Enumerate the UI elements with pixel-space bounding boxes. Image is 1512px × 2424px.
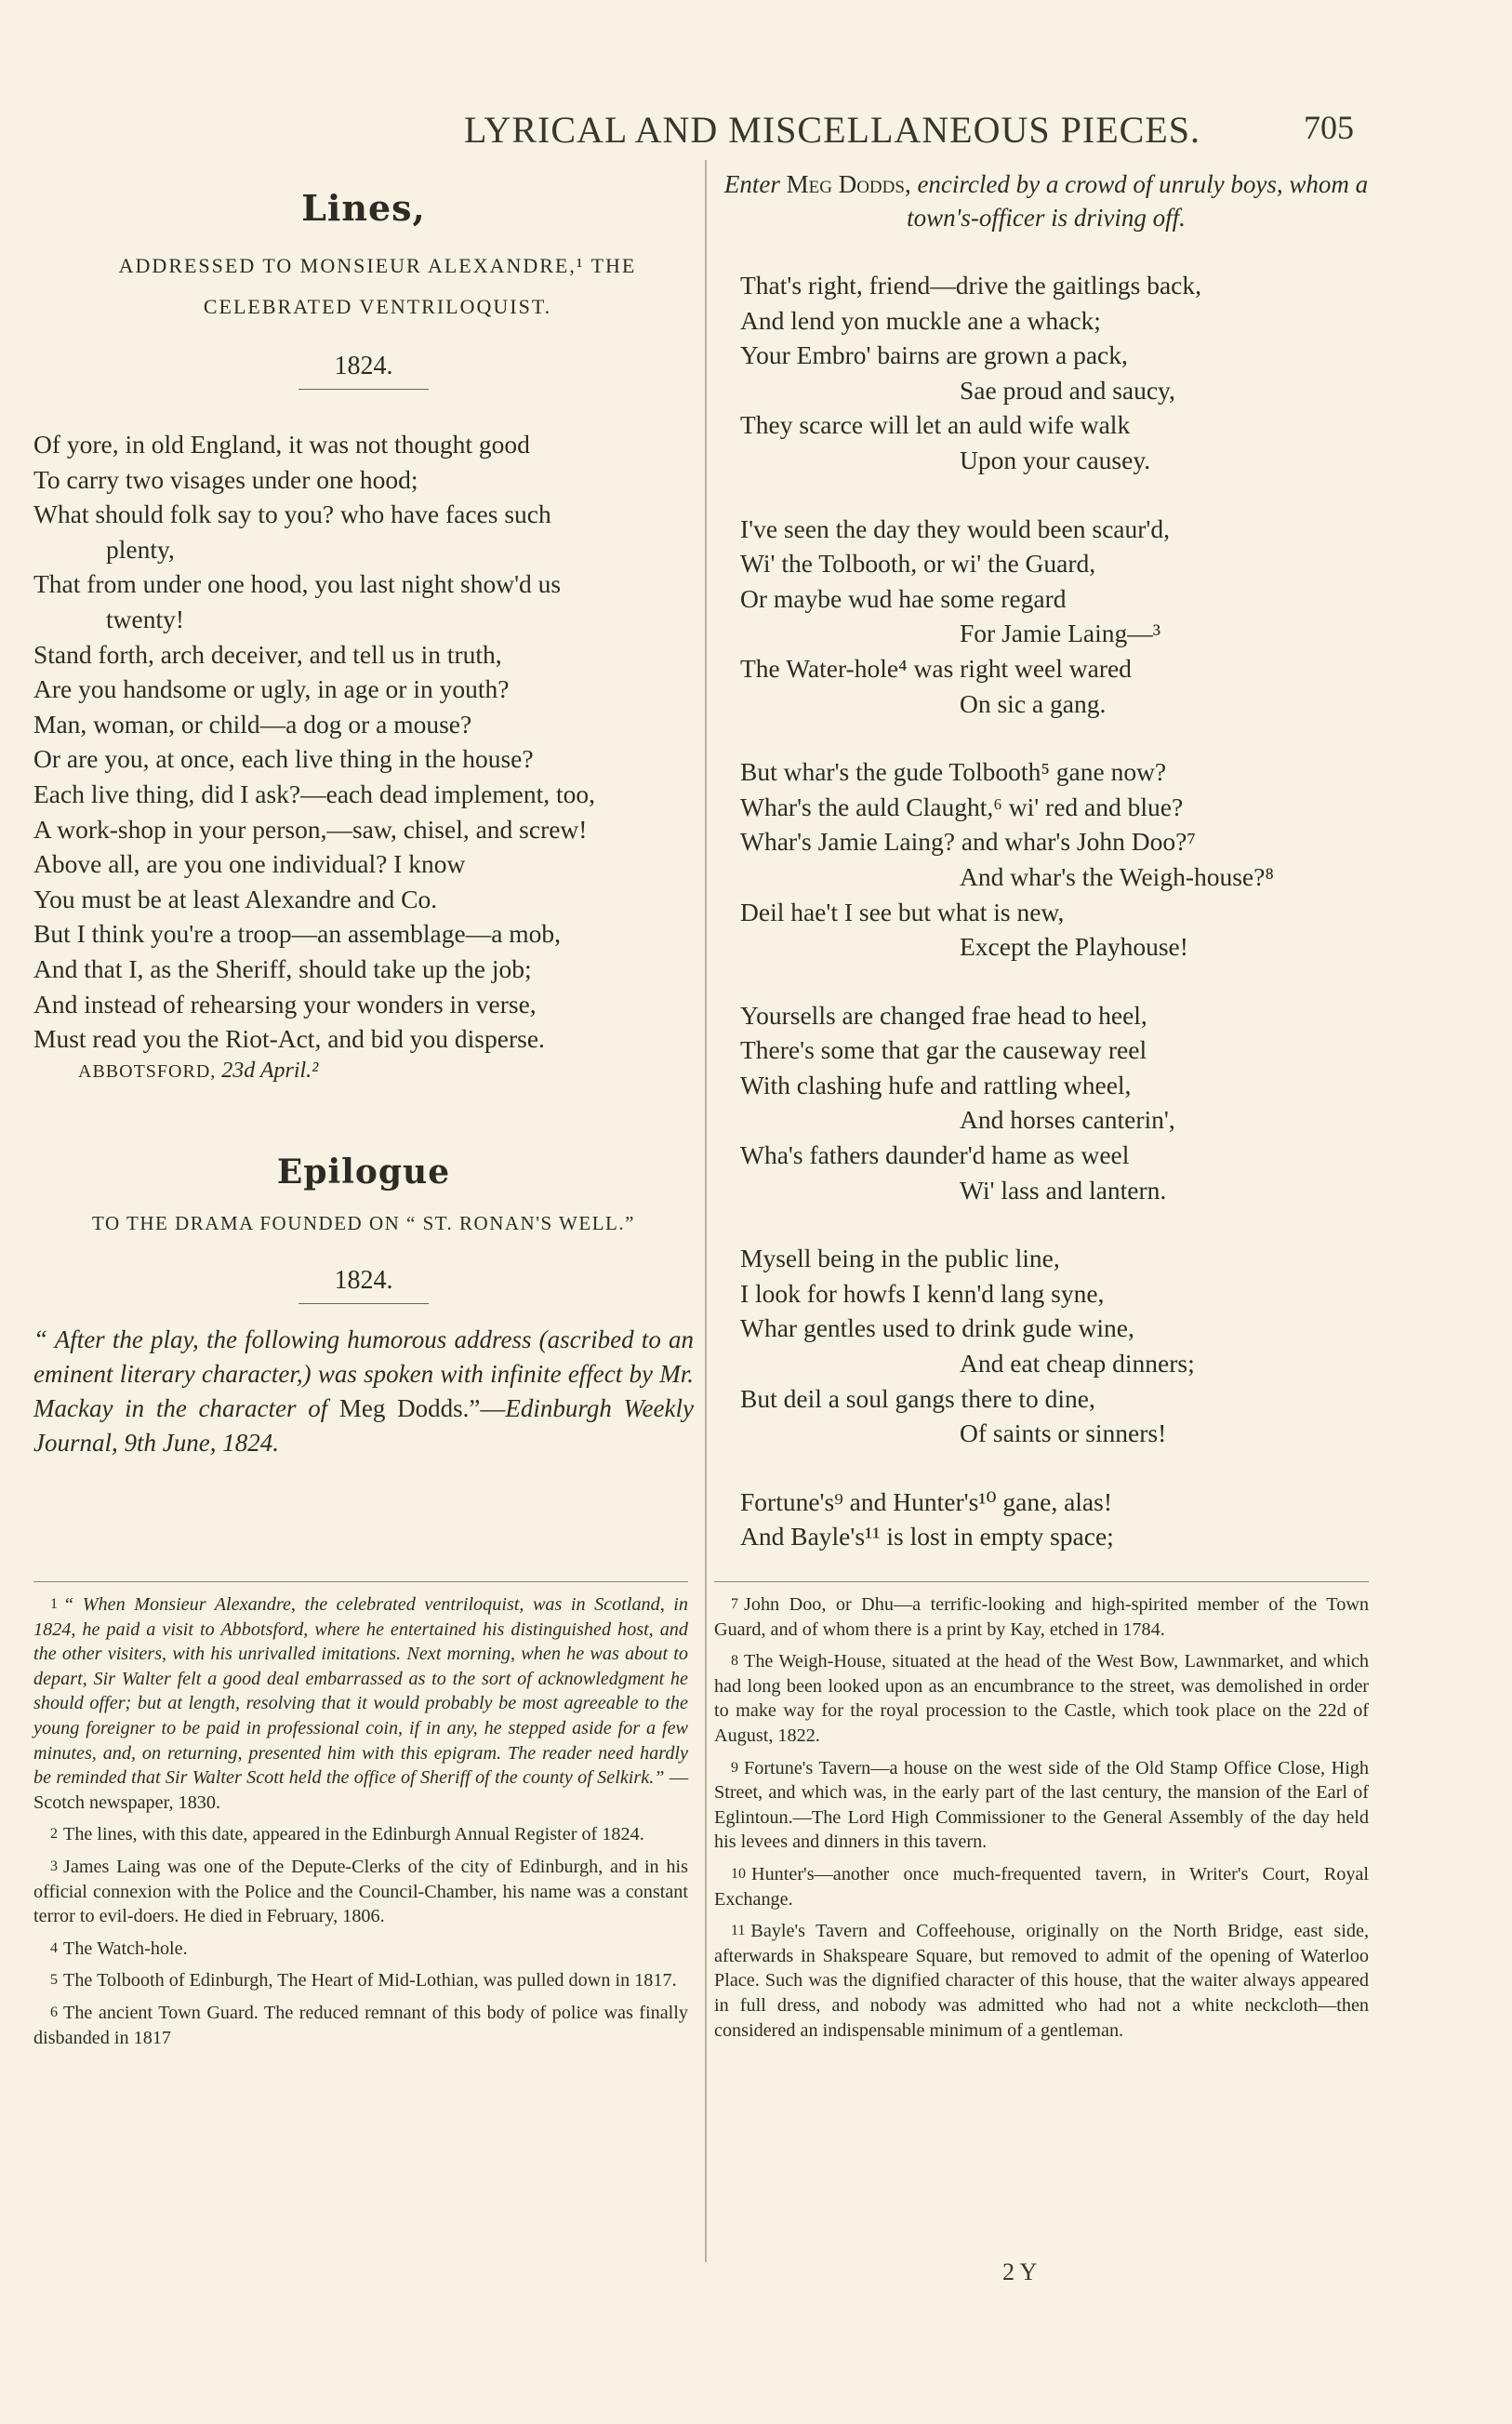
stage-enter: Enter — [723, 170, 780, 198]
poem-line: Your Embro' bairns are grown a pack, — [740, 340, 1128, 370]
poem-line: plenty, — [106, 534, 175, 564]
stanza — [716, 754, 1376, 965]
lines-dedication: ADDRESSED TO MONSIEUR ALEXANDRE,¹ THE CELEBRATED VENTRILOQUIST. — [118, 254, 637, 318]
footnote-number: 5 — [50, 1972, 58, 1989]
poem-line: twenty! — [106, 604, 185, 633]
footnote — [33, 2001, 688, 2050]
lines-title: Lines, — [301, 187, 426, 229]
poem-line: Or are you, at once, each live thing in the house? — [33, 744, 534, 774]
signature-mark: 2 Y — [1002, 2258, 1038, 2285]
title-rule — [298, 1303, 429, 1304]
poem-line: Wi' the Tolbooth, or wi' the Guard, — [740, 549, 1096, 579]
poem-line: Are you handsome or ugly, in age or in youth? — [33, 674, 510, 704]
poem-line: Mysell being in the public line, — [740, 1244, 1060, 1273]
footnote-text: John Doo, or Dhu—a terrific-looking and high-spirited member of the Town Guard, and of whom there is a print by Kay, etched in 1784. — [714, 1594, 1369, 1640]
footnote — [33, 1855, 688, 1929]
footnote-source: —Scotch newspaper, 1830. — [33, 1767, 689, 1813]
poem-line: Yoursells are changed frae head to heel, — [740, 1000, 1147, 1030]
footnotes-left — [33, 1592, 688, 2058]
poem-line: And instead of rehearsing your wonders in verse, — [33, 989, 537, 1019]
footnote-number: 4 — [50, 1939, 58, 1956]
poem-line: Wha's fathers daunder'd hame as weel — [740, 1140, 1130, 1170]
stanza — [716, 512, 1376, 722]
left-column — [33, 172, 694, 1460]
page-number: 705 — [1304, 109, 1354, 146]
poem-line: Stand forth, arch deceiver, and tell us in truth, — [33, 639, 502, 669]
footnote-rule-left — [33, 1581, 688, 1582]
epilogue-intro — [33, 1323, 694, 1460]
intro-source: Edinburgh Weekly Journal, 9th June, 1824. — [33, 1393, 694, 1457]
poem-line: Whar gentles used to drink gude wine, — [740, 1313, 1134, 1343]
intro-text: “ After the play, the following humorous address (ascribed to an eminent literary character,) was spoken with infinite effect by Mr. Mackay in the character of — [33, 1325, 694, 1422]
stanza — [716, 1241, 1376, 1451]
footnote-text: The Weigh-House, situated at the head of the West Bow, Lawnmarket, and which had long been looked upon as an encumbrance to the street, was demolished in order to make way for the royal procession to the Castle, which took place on the 22d of August, 1822. — [714, 1651, 1369, 1746]
footnote-text: The lines, with this date, appeared in the Edinburgh Annual Register of 1824. — [63, 1824, 644, 1845]
poem-line: You must be at least Alexandre and Co. — [33, 884, 438, 913]
poem-line: But whar's the gude Tolbooth⁵ gane now? — [740, 757, 1167, 787]
poem-line: Fortune's⁹ and Hunter's¹⁰ gane, alas! — [740, 1486, 1112, 1516]
epilogue-title: Epilogue — [276, 1152, 451, 1192]
poem-line: That from under one hood, you last night show'd us — [33, 569, 562, 599]
footnote-text: The Watch-hole. — [63, 1938, 188, 1959]
poem-line: I look for howfs I kenn'd lang syne, — [740, 1278, 1105, 1308]
epilogue-year: 1824. — [334, 1265, 393, 1295]
footnote-rule-right — [714, 1581, 1369, 1582]
stanza — [716, 998, 1376, 1208]
footnote — [714, 1756, 1369, 1855]
footnote-number: 10 — [731, 1865, 746, 1882]
footnote-text: Hunter's—another once much-frequented tavern, in Writer's Court, Royal Exchange. — [714, 1863, 1369, 1910]
poem-line: Of yore, in old England, it was not thought good — [33, 430, 530, 459]
poem-line: To carry two visages under one hood; — [33, 464, 418, 494]
footnote — [714, 1649, 1369, 1748]
poem-line: With clashing hufe and rattling wheel, — [740, 1070, 1132, 1099]
stage-text: encircled by a crowd of unruly boys, whom a town's-officer is driving off. — [907, 170, 1369, 232]
poem-line: Or maybe wud hae some regard — [740, 583, 1067, 613]
footnote-text: Fortune's Tavern—a house on the west side of the Old Stamp Office Close, High Street, and which was, in the early part of the last century, the mansion of the Earl of Eglintoun.—The Lord High Commissioner to the General Assembly of the day held his levees and dinners in this tavern. — [714, 1757, 1369, 1853]
footnote-text: “ When Monsieur Alexandre, the celebrated ventriloquist, was in Scotland, in 1824, he paid a visit to Abbotsford, where he entertained his distinguished host, and the other visiters, with his unrivalled imitations. Next morning, when he was about to depart, Sir Walter felt a good deal embarrassed as to the sort of acknowledgment he should offer; but at length, resolving that it would probably be most agreeable to the young foreigner to be paid in professional coin, if in any, he stepped aside for a few minutes, and, on returning, presented him with this epigram. The reader need hardly be reminded that Sir Walter Scott held the office of Sheriff of the county of Selkirk.” — [33, 1594, 688, 1789]
footnote-number: 1 — [50, 1596, 58, 1612]
footnote-number: 11 — [731, 1923, 746, 1939]
poem-line: They scarce will let an auld wife walk — [740, 410, 1131, 440]
poem-line: For Jamie Laing—³ — [960, 619, 1161, 648]
poem-line: Whar's Jamie Laing? and whar's John Doo?⁷ — [740, 827, 1196, 857]
footnote-number: 7 — [731, 1596, 738, 1612]
poem-line: And horses canterin', — [960, 1105, 1175, 1135]
poem-line: I've seen the day they would been scaur'd, — [740, 513, 1170, 543]
footnote — [33, 1968, 688, 1993]
footnote — [714, 1862, 1369, 1911]
footnote-number: 6 — [50, 2004, 58, 2020]
footnote — [714, 1592, 1369, 1642]
intro-character: Meg Dodds.”— — [338, 1393, 506, 1422]
lines-year: 1824. — [334, 352, 393, 380]
poem-line: There's some that gar the causeway reel — [740, 1035, 1147, 1065]
poem-line: That's right, friend—drive the gaitlings back, — [740, 271, 1202, 300]
poem-line: Man, woman, or child—a dog or a mouse? — [33, 709, 472, 739]
footnote-text: The ancient Town Guard. The reduced remnant of this body of police was finally disbanded in 1817 — [33, 2002, 688, 2048]
lines-poem-body — [33, 427, 694, 1085]
poem-line: On sic a gang. — [960, 688, 1107, 718]
poem-line: But deil a soul gangs there to dine, — [740, 1383, 1095, 1413]
stage-direction — [716, 167, 1376, 234]
footnote-number: 3 — [50, 1858, 58, 1874]
lines-signature — [78, 1057, 694, 1085]
footnote-text: James Laing was one of the Depute-Clerks of the city of Edinburgh, and in his official connexion with the Police and the Council-Chamber, his name was a constant terror to evil-doers. He died in February, 1806. — [33, 1856, 688, 1927]
footnote-number: 8 — [731, 1653, 738, 1670]
footnote-number: 9 — [731, 1759, 738, 1776]
stage-character: Meg Dodds, — [786, 170, 911, 198]
signature-date: 23d April.² — [221, 1058, 319, 1083]
poem-line: Above all, are you one individual? I know — [33, 849, 466, 879]
footnote-number: 2 — [50, 1826, 58, 1843]
poem-line: Each live thing, did I ask?—each dead implement, too, — [33, 779, 596, 808]
running-head: LYRICAL AND MISCELLANEOUS PIECES. — [464, 109, 1200, 151]
footnote — [714, 1919, 1369, 2043]
poem-line: Of saints or sinners! — [960, 1418, 1167, 1448]
stanza — [716, 1485, 1376, 1554]
poem-line: Except the Playhouse! — [960, 932, 1188, 962]
poem-line: Upon your causey. — [960, 445, 1151, 474]
title-rule — [298, 389, 429, 390]
poem-line: And Bayle's¹¹ is lost in empty space; — [740, 1522, 1114, 1552]
poem-line: Whar's the auld Claught,⁶ wi' red and blue? — [740, 792, 1184, 821]
stanza — [716, 268, 1376, 478]
footnote-text: Bayle's Tavern and Coffeehouse, originally on the North Bridge, east side, afterwards in Shakspeare Square, but removed to admit of the opening of Waterloo Place. Such was the dignified character of this house, that the waiter always appeared in full dress, and nobody was admitted who had not a white neckcloth—then considered an indispensable minimum of a gentleman. — [714, 1921, 1369, 2041]
poem-line: And whar's the Weigh-house?⁸ — [960, 861, 1274, 891]
poem-line: A work-shop in your person,—saw, chisel, and screw! — [33, 814, 588, 844]
poem-line: Must read you the Riot-Act, and bid you disperse. — [33, 1024, 545, 1054]
signature-place: ABBOTSFORD, — [78, 1060, 217, 1082]
epilogue-subtitle: TO THE DRAMA FOUNDED ON “ ST. RONAN'S WELL.” — [92, 1211, 635, 1234]
footnote-text: The Tolbooth of Edinburgh, The Heart of Mid-Lothian, was pulled down in 1817. — [63, 1970, 677, 1991]
footnote — [33, 1937, 688, 1962]
poem-line: Sae proud and saucy, — [960, 375, 1175, 405]
footnotes-right — [714, 1592, 1369, 2050]
poem-line: And eat cheap dinners; — [960, 1349, 1195, 1378]
column-divider — [705, 160, 707, 2262]
footnote — [33, 1592, 688, 1815]
poem-line: And that I, as the Sheriff, should take up the job; — [33, 953, 532, 983]
poem-line: Wi' lass and lantern. — [960, 1175, 1167, 1205]
poem-line: But I think you're a troop—an assemblage—a mob, — [33, 919, 562, 949]
poem-line: And lend yon muckle ane a whack; — [740, 305, 1101, 335]
right-column — [716, 167, 1376, 1588]
footnote — [33, 1822, 688, 1847]
poem-line: Deil hae't I see but what is new, — [740, 897, 1065, 926]
poem-line: The Water-hole⁴ was right weel wared — [740, 653, 1132, 683]
poem-line: What should folk say to you? who have faces such — [33, 499, 551, 529]
